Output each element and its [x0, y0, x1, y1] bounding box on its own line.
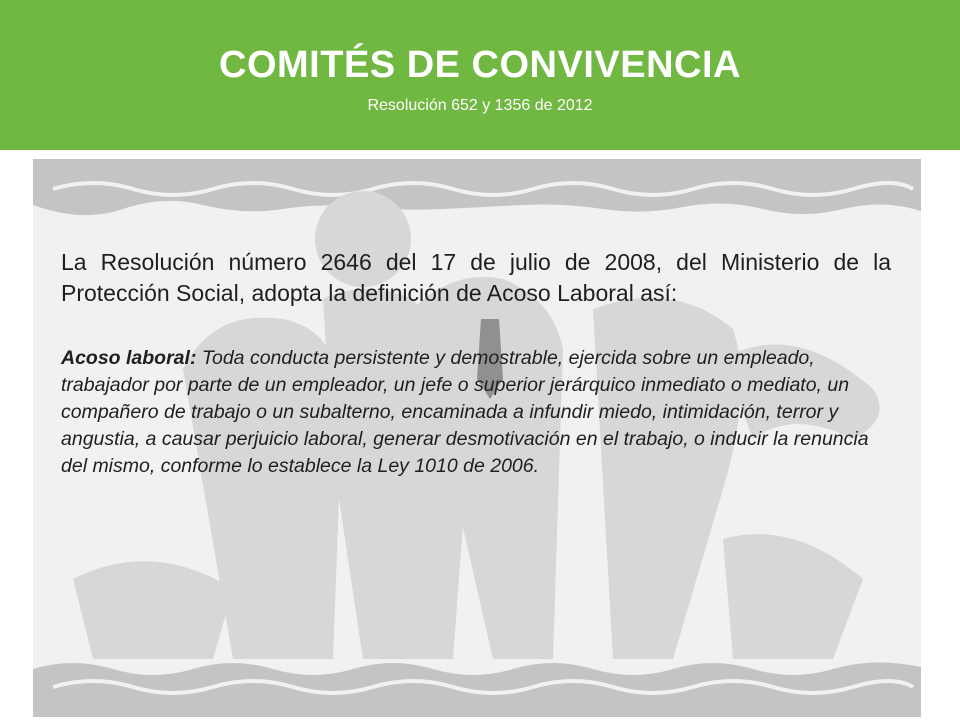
definition-paragraph — [61, 345, 891, 480]
definition-text: Toda conducta persistente y demostrable, ejercida sobre un empleado, trabajador por parte de un empleador, un jefe o superior jerárquico inmediato o mediato, un compañero de trabajo o un subalterno, encaminada a infundir miedo, intimidación, terror y angustia, a causar perjuicio laboral, generar desmotivación en el trabajo, o inducir la renuncia del mismo, conforme lo establece la Ley 1010 de 2006. — [61, 347, 869, 477]
page-subtitle: Resolución 652 y 1356 de 2012 — [367, 97, 593, 114]
content-panel — [33, 159, 921, 717]
definition-term: Acoso laboral: — [61, 347, 197, 369]
page-title: COMITÉS DE CONVIVENCIA — [219, 44, 741, 86]
header-banner — [0, 0, 960, 150]
body-text — [61, 247, 891, 480]
top-wave-band — [33, 159, 921, 215]
intro-paragraph: La Resolución número 2646 del 17 de julio de 2008, del Ministerio de la Protección Social, adopta la definición de Acoso Laboral así: — [61, 249, 891, 306]
